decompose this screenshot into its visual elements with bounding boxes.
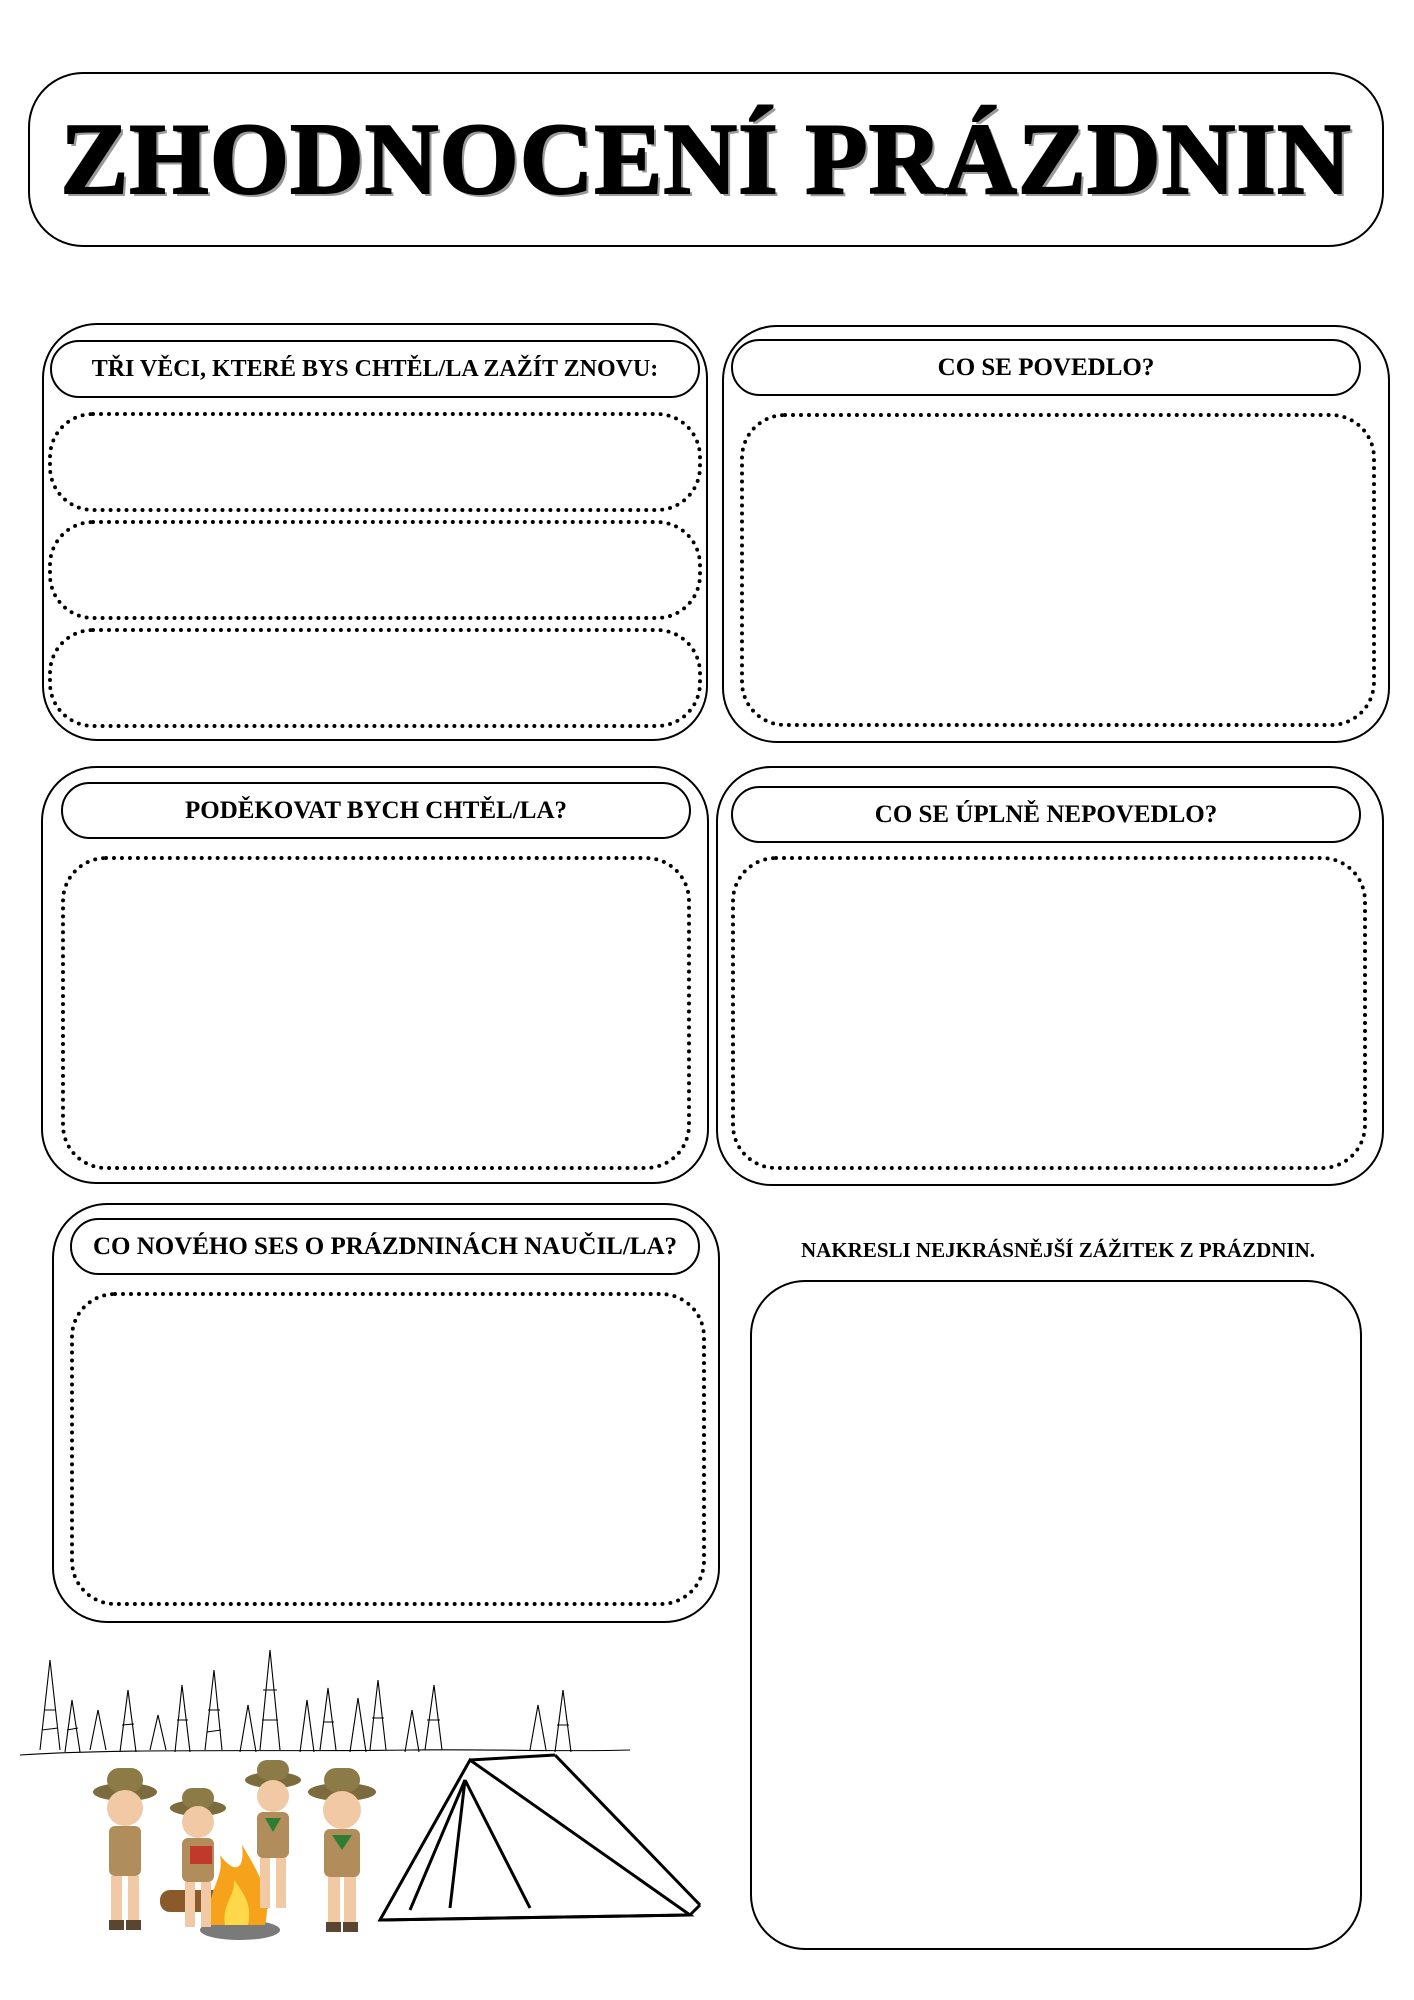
drawing-instruction: NAKRESLI NEJKRÁSNĚJŠÍ ZÁŽITEK Z PRÁZDNIN. [800, 1237, 1316, 1262]
panel-went-wrong-heading: CO SE ÚPLNĚ NEPOVEDLO? [731, 786, 1361, 843]
answer-field-3[interactable] [48, 628, 702, 728]
camp-illustration [10, 1640, 710, 1960]
answer-field-went-wrong[interactable] [731, 856, 1367, 1170]
panel-went-well-heading: CO SE POVEDLO? [731, 339, 1361, 396]
answer-field-went-well[interactable] [740, 413, 1376, 727]
forest-line [20, 1650, 630, 1755]
answer-field-2[interactable] [48, 520, 702, 620]
panel-learned-heading: CO NOVÉHO SES O PRÁZDNINÁCH NAUČIL/LA? [70, 1218, 700, 1275]
panel-thanks-heading: PODĚKOVAT BYCH CHTĚL/LA? [61, 782, 691, 839]
tent-icon [380, 1755, 700, 1920]
page-title: ZHODNOCENÍ PRÁZDNIN [60, 103, 1352, 216]
answer-field-learned[interactable] [70, 1292, 706, 1606]
panel-three-things-heading: TŘI VĚCI, KTERÉ BYS CHTĚL/LA ZAŽÍT ZNOVU: [50, 340, 700, 398]
answer-field-1[interactable] [48, 412, 702, 512]
drawing-area[interactable] [750, 1280, 1362, 1950]
answer-field-thanks[interactable] [61, 856, 691, 1170]
